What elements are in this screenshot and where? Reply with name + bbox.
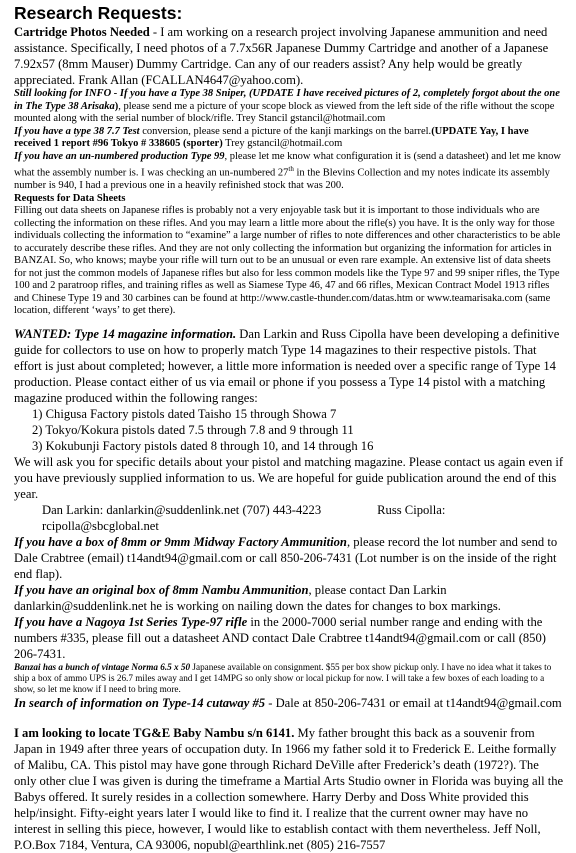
nambu-ammo-lead: If you have an original box of 8mm Nambu Ammunition [14, 582, 309, 597]
test-request [14, 126, 564, 151]
nagoya-text: in the 2000-7000 serial number range and ending with the numbers #335, please fill out a datasheet AND contact Dale Crabtree t14andt94@gmail.com or call (850) 206-7431. [14, 614, 546, 661]
type14-range-2: 2) Tokyo/Kokura pistols dated 7.5 through 7.8 and 9 through 11 [32, 422, 354, 437]
cartridge-heading: Cartridge Photos Needed [14, 25, 150, 39]
midway-text: , please record the lot number and send to Dale Crabtree (email) t14andt94@gmail.com or call 850-206-7431 (Lot number is on the inside of the right end flap). [14, 534, 558, 581]
nambu-ammo-text: , please contact Dan Larkin danlarkin@suddenlink.net he is working on nailing down the dates for changes to box markings. [14, 582, 501, 613]
page-title: Research Requests: [14, 3, 183, 23]
research-requests-page [14, 4, 564, 853]
contact-dan-larkin: Dan Larkin: danlarkin@suddenlink.net (707) 443-4223 [42, 502, 322, 517]
type14-range-1: 1) Chigusa Factory pistols dated Taisho 15 through Showa 7 [32, 406, 337, 421]
type99-lead: If you have an un-numbered production Type 99 [14, 150, 225, 162]
test-contact: Trey gstancil@hotmail.com [222, 138, 343, 149]
nambu-ammo-request [14, 582, 564, 614]
datasheets-text: Filling out data sheets on Japanese rifles is probably not a very enjoyable task but it is important to those individuals who are collecting the information on these rifles. And you may learn a little more about the rifle(s) you have. It is the only way for those individuals collecting the information to “examine” a large number of rifles to note differences and other characteristics to be able to accurately describe these rifles. And they are not only collecting the information but organizing the information for articles in BANZAI. So, who knows; maybe your rifle will turn out to be an unusual or even rare example. An extensive list of data sheets for not just the common models of Japanese rifles but also for less common models like the Type 97 and 99 sniper rifles, the Type 100 and 2 paratroop rifles, and training rifles as well as Siamese Type 46, 47 and 66 rifles, Mexican Contract Model 1913 rifles and Chinese Type 19 and 30 carbines can be found at http://www.castle-thunder.com/datas.htm or www.teamarisaka.com (same location, different ‘ways’ to get there). [14, 205, 561, 316]
type99-text1: , please let me know what configuration it is (send a datasheet) and let me know what the assembly number is. I was checking an un-numbered 27 [14, 150, 561, 179]
midway-request [14, 534, 564, 582]
sniper-lead-end: ) [114, 100, 119, 112]
cutaway-text: - Dale at 850-206-7431 or email at t14andt94@gmail.com [265, 696, 562, 711]
type14-request [14, 326, 564, 406]
norma-lead: Banzai has a bunch of vintage Norma 6.5 x 50 [14, 661, 191, 672]
nagoya-lead: If you have a Nagoya 1st Series Type-97 rifle [14, 614, 248, 629]
cutaway-request [14, 695, 564, 711]
datasheets-heading: Requests for Data Sheets [14, 192, 126, 204]
type14-range-3: 3) Kokubunji Factory pistols dated 8 through 10, and 14 through 16 [32, 438, 374, 453]
norma-text: Japanese available on consignment. $55 per box show pickup only. I have no idea what it takes to ship a box of ammo UPS is 26.7 miles away and I get 14MPG so only show or local pickup for now. I will take a few boxes of each loading to a show, so let me know if I need to bring more. [14, 661, 552, 695]
midway-lead: If you have a box of 8mm or 9mm Midway Factory Ammunition [14, 534, 347, 549]
type14-text: Dan Larkin and Russ Cipolla have been developing a definitive guide for collectors to use on how to properly match Type 14 magazines to their respective pistols. That effort is just about completed; however, a little more information is needed over a specific range of Type 14 production. Please contact either of us via email or phone if you possess a Type 14 pistol with a matching magazine produced within the following ranges: [14, 326, 560, 405]
baby-nambu-request [14, 725, 564, 853]
type14-closing: We will ask you for specific details about your pistol and matching magazine. Please contact us again even if you have previously supplied information to us. We are hopeful for guide publication around the end of this year. [14, 454, 564, 501]
sniper-request [14, 88, 564, 126]
baby-nambu-text: My father brought this back as a souvenir from Japan in 1949 after three years of occupation duty. In 1966 my father sold it to Frederick E. Leithe formally of Malibu, CA. This pistol may have gone through Richard DeVille after Frederick’s death (1972?). The only other clue I was given is during the timeframe a Martial Arts Studio owner in Florida was buying all the Babys offered. It surely resides in a collection somewhere. Harry Derby and Doss White provided this help/insight. Fifty-eight years later I would like to find it. I realize that the current owner may have no interest in selling this piece, however, I would like to establish contact with them nevertheless. Jeff Noll, P.O.Box 7184, Ventura, CA 93006, nopubl@earthlink.net (805) 216-7557 [14, 726, 564, 853]
type99-request [14, 151, 564, 193]
contact-russ-cipolla: Russ Cipolla: rcipolla@sbcglobal.net [42, 502, 446, 533]
baby-nambu-lead: I am looking to locate TG&E Baby Nambu s/n 6141. [14, 726, 295, 741]
type14-contacts [42, 502, 564, 534]
test-lead: If you have a type 38 7.7 Test [14, 125, 140, 137]
cartridge-text: - I am working on a research project involving Japanese ammunition and need assistance. Specifically, I need photos of a 7.7x56R Japanese Dummy Cartridge and another of a Japanese 7.92x57 (8mm Mauser) Dummy Cartridge. Can any of our readers assist? Any help would be greatly appreciated. Frank Allan (FCALLAN4647@yahoo.com). [14, 25, 549, 87]
test-text: conversion, please send a picture of the kanji markings on the barrel. [139, 125, 432, 137]
sniper-book-title: The Type 38 Arisaka [25, 100, 115, 112]
test-update: (UPDATE Yay, I have received 1 report #96 Tokyo # 338605 (sporter) [14, 125, 529, 149]
cutaway-lead: In search of information on Type-14 cutaway #5 [14, 696, 266, 711]
type99-sup: th [288, 165, 294, 173]
cartridge-request [14, 24, 564, 88]
type99-text2: in the Blevins Collection and my notes indicate its assembly number is 940, I had a previous one in a heavily refinished stock that was 200. [14, 167, 550, 191]
type14-lead: WANTED: Type 14 magazine information. [14, 326, 237, 341]
sniper-lead: Still looking for INFO - If you have a Type 38 Sniper, (UPDATE I have received pictures of 2, completely forgot about the one in [14, 88, 560, 112]
sniper-text: , please send me a picture of your scope block as viewed from the left side of the rifle without the scope mounted along with the serial number of block/rifle. Trey Stancil gstancil@hotmail.com [14, 100, 555, 124]
norma-notice [14, 662, 564, 696]
nagoya-request [14, 614, 564, 662]
